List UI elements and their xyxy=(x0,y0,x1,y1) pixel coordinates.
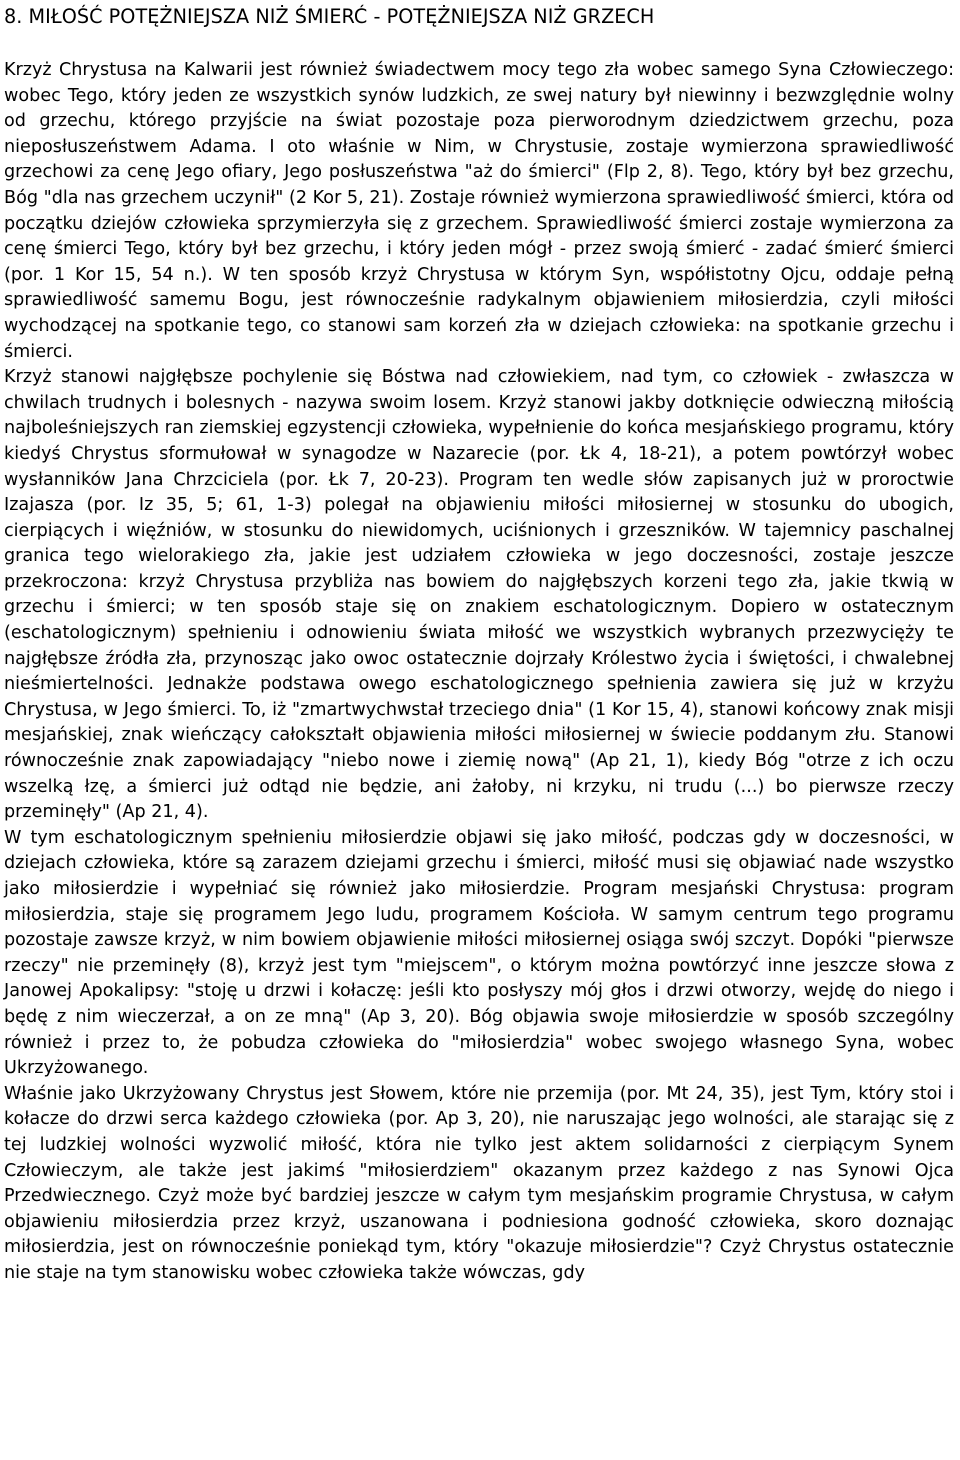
paragraph-3: W tym eschatologicznym spełnieniu miłosierdzie objawi się jako miłość, podczas gdy w doczesności, w dziejach człowieka, które są zarazem dziejami grzechu i śmierci, miłość musi się objawiać nade wszystko jako miłosierdzie i wypełniać się również jako miłosierdzie. Program mesjański Chrystusa: program miłosierdzia, staje się programem Jego ludu, programem Kościoła. W samym centrum tego programu pozostaje zawsze krzyż, w nim bowiem objawienie miłości miłosiernej osiąga swój szczyt. Dopóki "pierwsze rzeczy" nie przeminęły (8), krzyż jest tym "miejscem", o którym można powtórzyć inne jeszcze słowa z Janowej Apokalipsy: "stoję u drzwi i kołaczę: jeśli kto posłyszy mój głos i drzwi otworzy, wejdę do niego i będę z nim wieczerzał, a on ze mną" (Ap 3, 20). Bóg objawia swoje miłosierdzie w sposób szczególny również i przez to, że pobudza człowieka do "miłosierdzia" wobec swojego własnego Syna, wobec Ukrzyżowanego. xyxy=(4,827,954,1079)
section-heading: 8. MIŁOŚĆ POTĘŻNIEJSZA NIŻ ŚMIERĆ - POTĘŻNIEJSZA NIŻ GRZECH xyxy=(4,5,655,28)
paragraph-2: Krzyż stanowi najgłębsze pochylenie się Bóstwa nad człowiekiem, nad tym, co człowiek - zwłaszcza w chwilach trudnych i bolesnych - nazywa swoim losem. Krzyż stanowi jakby dotknięcie odwieczną miłością najboleśniejszych ran ziemskiej egzystencji człowieka, wypełnienie do końca mesjańskiego programu, który kiedyś Chrystus sformułował w synagodze w Nazarecie (por. Łk 4, 18-21), a potem powtórzył wobec wysłanników Jana Chrzciciela (por. Łk 7, 20-23). Program ten wedle słów zapisanych już w proroctwie Izajasza (por. Iz 35, 5; 61, 1-3) polegał na objawieniu miłości miłosiernej w stosunku do ubogich, cierpiących i więźniów, w stosunku do niewidomych, uciśnionych i grzeszników. W tajemnicy paschalnej granica tego wielorakiego zła, jakie jest udziałem człowieka w jego doczesności, zostaje jeszcze przekroczona: krzyż Chrystusa przybliża nas bowiem do najgłębszych korzeni tego zła, jakie tkwią w grzechu i śmierci; w ten sposób staje się on znakiem eschatologicznym. Dopiero w ostatecznym (eschatologicznym) spełnieniu i odnowieniu świata miłość we wszystkich wybranych przezwycięży te najgłębsze źródła zła, przynosząc jako owoc ostatecznie dojrzały Królestwo życia i świętości, i chwalebnej nieśmiertelności. Jednakże podstawa owego eschatologicznego spełnienia zawiera się już w krzyżu Chrystusa, w Jego śmierci. To, iż "zmartwychwstał trzeciego dnia" (1 Kor 15, 4), stanowi końcowy znak misji mesjańskiej, znak wieńczący całokształt objawienia miłości miłosiernej w świecie poddanym złu. Stanowi równocześnie znak zapowiadający "niebo nowe i ziemię nową" (Ap 21, 1), kiedy Bóg "otrze z ich oczu wszelką łzę, a śmierci już odtąd nie będzie, ani żałoby, ni krzyku, ni trudu (...) bo pierwsze rzeczy przeminęły" (Ap 21, 4). xyxy=(4,367,954,823)
document-page xyxy=(4,3,954,1287)
paragraph-4: Właśnie jako Ukrzyżowany Chrystus jest Słowem, które nie przemija (por. Mt 24, 35), jest Tym, który stoi i kołacze do drzwi serca każdego człowieka (por. Ap 3, 20), nie naruszając jego wolności, ale starając się z tej ludzkiej wolności wyzwolić miłość, która nie tylko jest aktem solidarności z cierpiącym Synem Człowieczym, ale także jest jakimś "miłosierdziem" okazanym przez każdego z nas Synowi Ojca Przedwiecznego. Czyż może być bardziej jeszcze w całym tym mesjańskim programie Chrystusa, w całym objawieniu miłosierdzia przez krzyż, uszanowana i podniesiona godność człowieka, skoro doznając miłosierdzia, jest on równocześnie poniekąd tym, który "okazuje miłosierdzie"? Czyż Chrystus ostatecznie nie staje na tym stanowisku wobec człowieka także wówczas, gdy xyxy=(4,1083,954,1283)
paragraph-1: Krzyż Chrystusa na Kalwarii jest również świadectwem mocy tego zła wobec samego Syna Człowieczego: wobec Tego, który jeden ze wszystkich synów ludzkich, ze swej natury był niewinny i bezwzględnie wolny od grzechu, którego przyjście na świat pozostaje poza pierworodnym dziedzictwem grzechu, poza nieposłuszeństwem Adama. I oto właśnie w Nim, w Chrystusie, zostaje wymierzona sprawiedliwość grzechowi za cenę Jego ofiary, Jego posłuszeństwa "aż do śmierci" (Flp 2, 8). Tego, który był bez grzechu, Bóg "dla nas grzechem uczynił" (2 Kor 5, 21). Zostaje również wymierzona sprawiedliwość śmierci, która od początku dziejów człowieka sprzymierzyła się z grzechem. Sprawiedliwość śmierci zostaje wymierzona za cenę śmierci Tego, który był bez grzechu, i który jeden mógł - przez swoją śmierć - zadać śmierć śmierci (por. 1 Kor 15, 54 n.). W ten sposób krzyż Chrystusa w którym Syn, współistotny Ojcu, oddaje pełną sprawiedliwość samemu Bogu, jest równocześnie radykalnym objawieniem miłosierdzia, czyli miłości wychodzącej na spotkanie tego, co stanowi sam korzeń zła w dziejach człowieka: na spotkanie grzechu i śmierci. xyxy=(4,60,954,362)
